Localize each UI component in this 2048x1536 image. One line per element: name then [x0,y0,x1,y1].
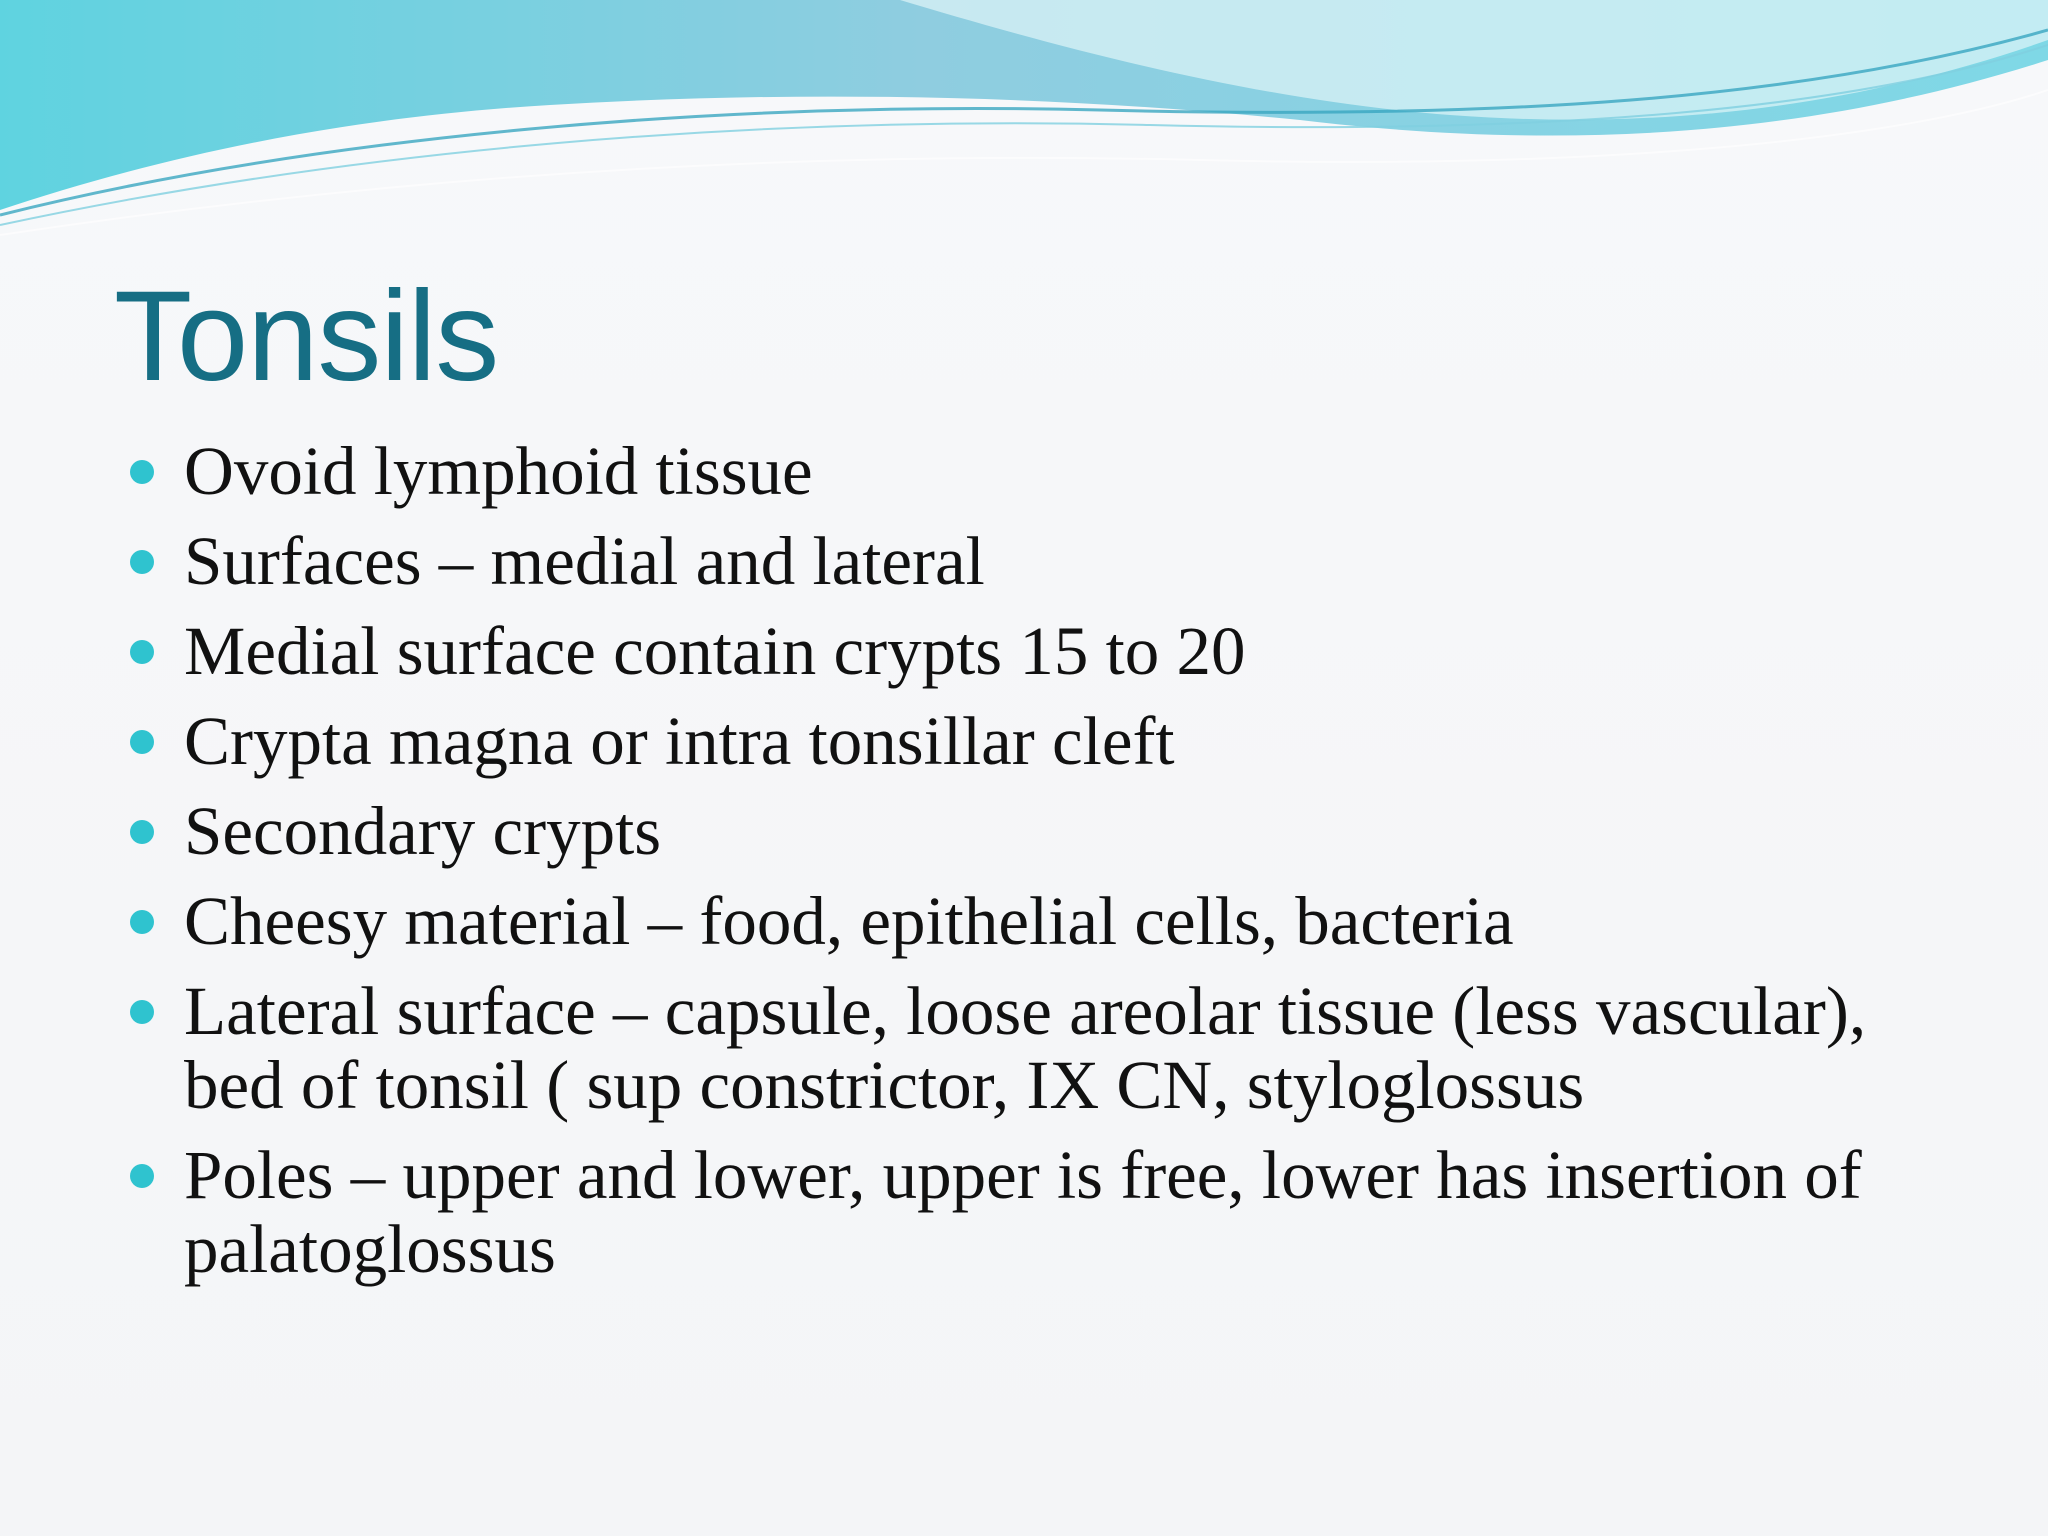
bullet-item [120,434,1940,508]
bullet-text: Cheesy material – food, epithelial cells, bacteria [184,883,1514,959]
bullet-dot-icon [130,550,154,574]
bullet-text: Lateral surface – capsule, loose areolar tissue (less vascular), bed of tonsil ( sup constrictor, IX CN, styloglossus [184,973,1867,1123]
bullet-item [120,1138,1940,1286]
bullet-text: Secondary crypts [184,793,662,869]
bullet-dot-icon [130,460,154,484]
bullet-item [120,614,1940,688]
bullet-item [120,974,1940,1122]
bullet-text: Medial surface contain crypts 15 to 20 [184,613,1246,689]
bullet-text: Crypta magna or intra tonsillar cleft [184,703,1175,779]
bullet-text: Surfaces – medial and lateral [184,523,985,599]
slide-title: Tonsils [114,265,499,408]
bullet-text: Poles – upper and lower, upper is free, lower has insertion of palatoglossus [184,1137,1862,1287]
bullet-dot-icon [130,640,154,664]
bullet-dot-icon [130,1164,154,1188]
bullet-list [120,434,1940,1302]
bullet-dot-icon [130,730,154,754]
bullet-item [120,794,1940,868]
bullet-item [120,704,1940,778]
bullet-item [120,884,1940,958]
bullet-item [120,524,1940,598]
bullet-text: Ovoid lymphoid tissue [184,433,813,509]
bullet-dot-icon [130,1000,154,1024]
decorative-wave-header [0,0,2048,240]
bullet-dot-icon [130,820,154,844]
bullet-dot-icon [130,910,154,934]
